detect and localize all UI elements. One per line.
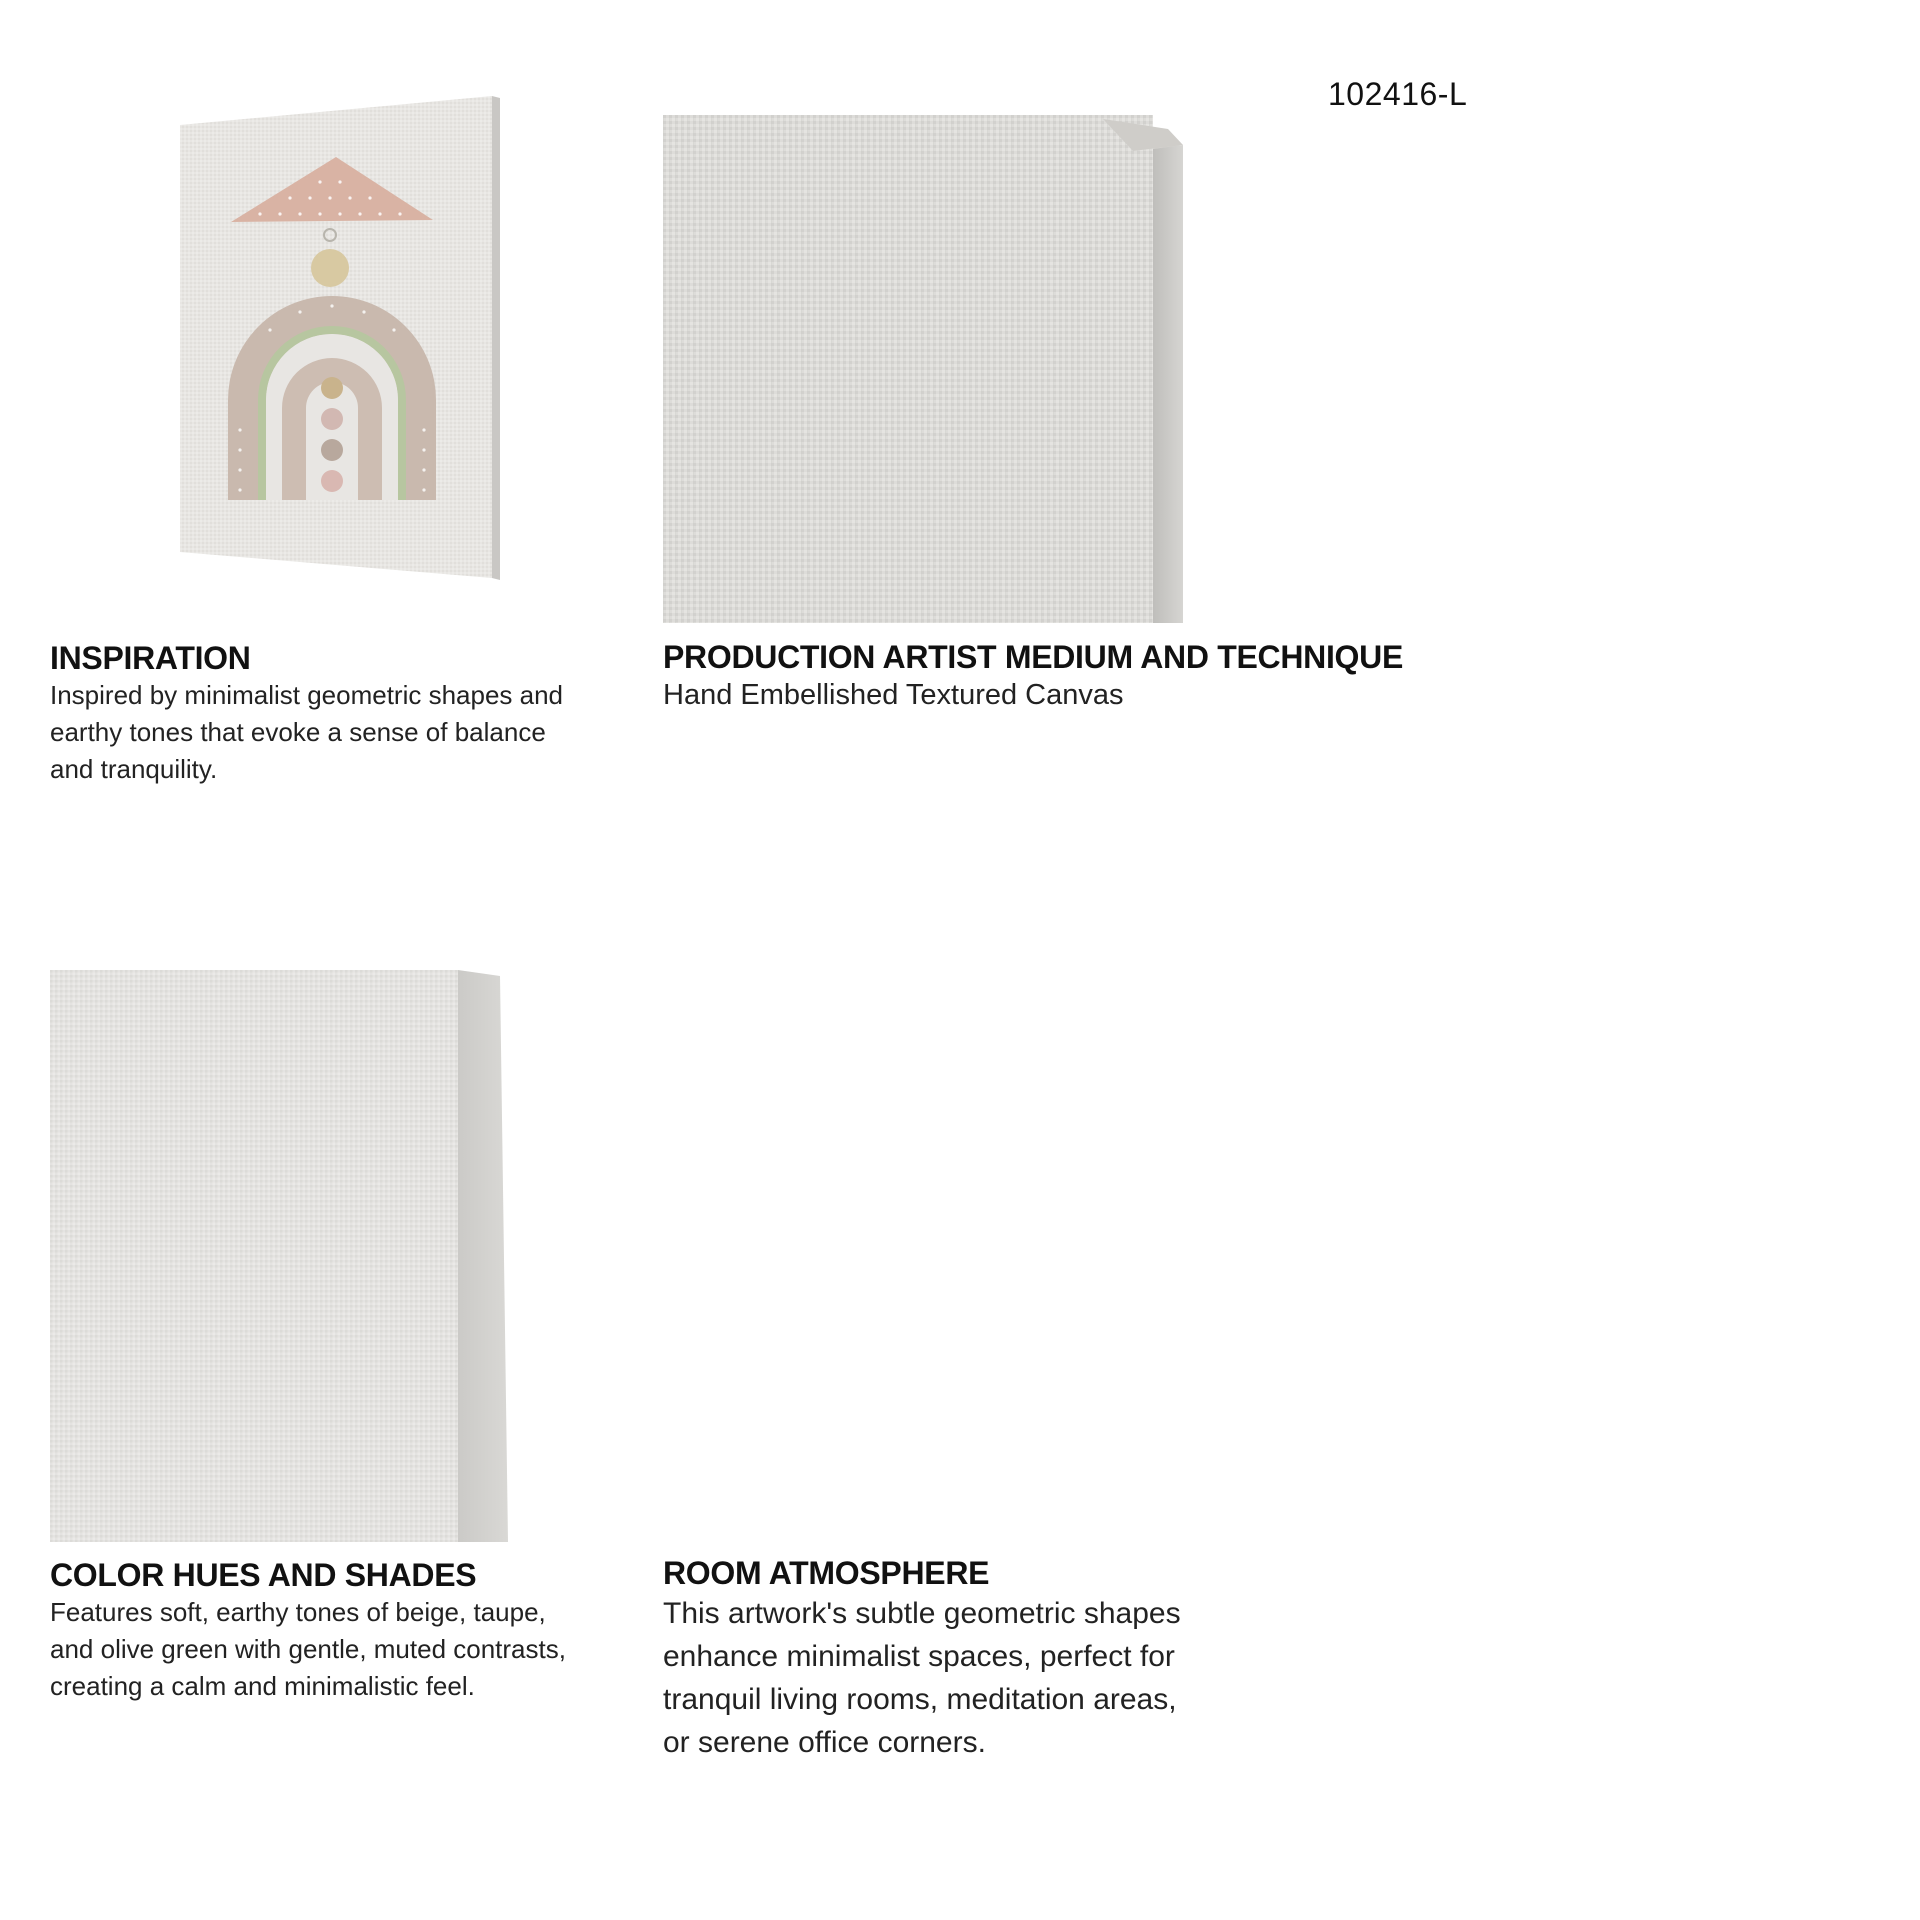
canvas-artwork-image [170, 90, 510, 580]
room-line-3: tranquil living rooms, meditation areas, [663, 1683, 1177, 1716]
canvas-texture-closeup-image [50, 970, 508, 1542]
production-heading: PRODUCTION ARTIST MEDIUM AND TECHNIQUE [663, 639, 1403, 675]
room-section [663, 1554, 1363, 1764]
inspiration-heading: INSPIRATION [50, 640, 251, 676]
color-line-3: creating a calm and minimalistic feel. [50, 1671, 475, 1701]
color-heading: COLOR HUES AND SHADES [50, 1557, 477, 1593]
inspiration-section [50, 639, 630, 788]
room-line-4: or serene office corners. [663, 1726, 986, 1759]
room-heading: ROOM ATMOSPHERE [663, 1555, 990, 1591]
color-section [50, 1556, 650, 1705]
room-line-2: enhance minimalist spaces, perfect for [663, 1640, 1175, 1673]
color-line-2: and olive green with gentle, muted contrasts, [50, 1634, 566, 1664]
inspiration-line-2: earthy tones that evoke a sense of balance [50, 717, 546, 747]
color-line-1: Features soft, earthy tones of beige, taupe, [50, 1597, 546, 1627]
production-section [663, 638, 1563, 715]
inspiration-line-1: Inspired by minimalist geometric shapes and [50, 680, 564, 710]
canvas-edge-closeup-image [663, 115, 1183, 623]
inspiration-line-3: and tranquility. [50, 754, 218, 784]
gold-circle-shape [311, 249, 349, 287]
room-line-1: This artwork's subtle geometric shapes [663, 1597, 1181, 1630]
product-sku: 102416-L [1328, 76, 1468, 112]
production-text: Hand Embellished Textured Canvas [663, 679, 1124, 711]
